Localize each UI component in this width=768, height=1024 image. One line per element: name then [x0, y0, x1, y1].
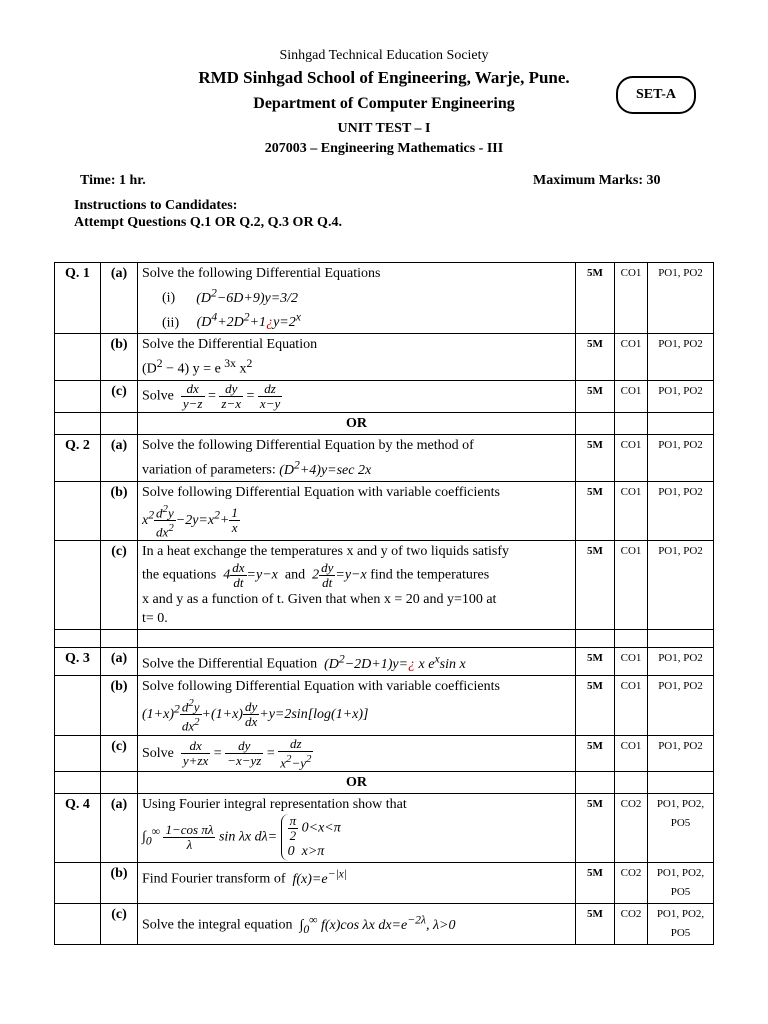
or-divider: OR	[138, 412, 576, 434]
table-row: (b) Solve the Differential Equation $(D^2 - 4) y = e$ $^{3x}$ $x^2$ 5M CO1 PO1, PO2	[55, 334, 714, 381]
table-row: (c) In a heat exchange the temperatures x and y of two liquids satisfy the equations 4 $\frac{dx}{dt}$ =y−x and 2 $\frac{dy}{dt}$ =y−x find the temperatures x and y as a function of t. Given that when x = 20 and y=100 at t= 0. 5M CO1 PO1, PO2	[55, 541, 714, 630]
table-row: (b) Solve following Differential Equation with variable coefficients $x^2$ $\frac{d^2y}{dx^2}$ $-2y=x^2+$ $\frac{1}{x}$ 5M CO1 PO1, PO2	[55, 481, 714, 541]
max-marks-label: Maximum Marks: 30	[533, 173, 661, 188]
sub-label: (a)	[101, 263, 138, 334]
table-row: (c) Solve $\frac{dx}{y-z}$ = $\frac{dy}{z-x}$ = $\frac{dz}{x-y}$ 5M CO1 PO1, PO2	[55, 380, 714, 412]
question-number: Q. 1	[55, 263, 101, 334]
instructions-text: Attempt Questions Q.1 OR Q.2, Q.3 OR Q.4.	[74, 215, 342, 230]
table-row: Q. 3 (a) Solve the Differential Equation $(D^2-2D+1)y=¿$ x $e^x\sin$ x 5M CO1 PO1, PO2	[55, 648, 714, 676]
instructions-title: Instructions to Candidates:	[74, 198, 238, 213]
table-row: (b) Solve following Differential Equation with variable coefficients $(1+x)^2$ $\frac{d^2y}{dx^2}$ +(1+x) $\frac{dy}{dx}$ +y=2sin[log(1+x)] 5M CO1 PO1, PO2	[55, 675, 714, 735]
table-row: (c) Solve the integral equation $\int_0^\infty$ f(x)cos λx $dx=e^{-2\lambda}$, λ>0 5M CO2 PO1, PO2, PO5	[55, 903, 714, 944]
table-row: Q. 1 (a) Solve the following Differential Equations (i) $(D^2-6D+9)y=3/2$ (ii) ($D^4+2D^2+1¿y=2^x$ 5M CO1 PO1, PO2	[55, 263, 714, 334]
table-row: Q. 2 (a) Solve the following Differential Equation by the method of variation of parameters: $(D^2+4)y=\sec$ 2x 5M CO1 PO1, PO2	[55, 434, 714, 481]
instructions	[74, 197, 342, 231]
subject-name: 207003 – Engineering Mathematics - III	[264, 141, 504, 156]
question-text: Solve the following Differential Equations (i) $(D^2-6D+9)y=3/2$ (ii) ($D^4+2D^2+1¿y=2^x$	[138, 263, 576, 334]
school-name: RMD Sinhgad School of Engineering, Warje, Pune.	[198, 68, 570, 87]
or-divider: OR	[138, 771, 576, 793]
table-row: (b) Find Fourier transform of $f(x)=e^{-|x|}$ 5M CO2 PO1, PO2, PO5	[55, 862, 714, 903]
department-name: Department of Computer Engineering	[253, 95, 515, 112]
time-label: Time: 1 hr.	[80, 173, 146, 188]
table-row	[55, 771, 714, 793]
question-table	[54, 262, 714, 945]
table-row: (c) Solve $\frac{dx}{y+zx}$ = $\frac{dy}{-x-yz}$ = $\frac{dz}{x^2-y^2}$ 5M CO1 PO1, PO2	[55, 735, 714, 771]
table-row	[55, 412, 714, 434]
table-row	[55, 630, 714, 648]
set-badge: SET-A	[616, 76, 696, 114]
society-name: Sinhgad Technical Education Society	[279, 48, 489, 63]
test-name: UNIT TEST – I	[337, 121, 431, 136]
table-row: Q. 4 (a) Using Fourier integral representation show that $\int_0^\infty$ $\frac{\text{1−cos πλ}}{\lambda}$ sin λx dλ= $\frac{\pi}{2}$ 0<x<π 0 x>π 5M CO2 PO1, PO2, PO5	[55, 793, 714, 862]
